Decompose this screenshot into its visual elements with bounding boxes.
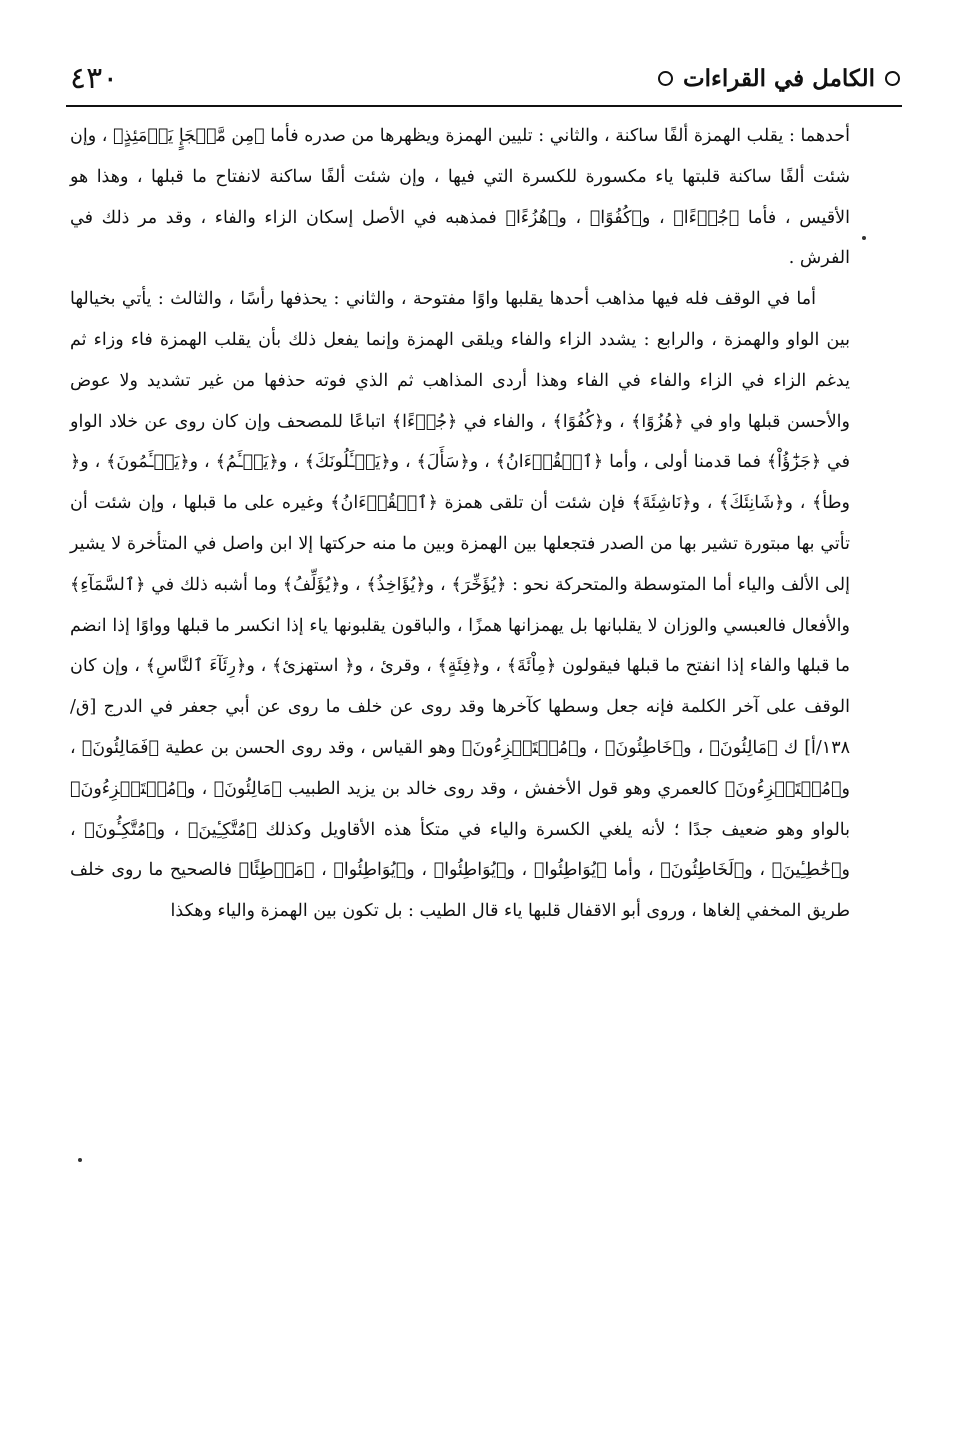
- page-header: [70, 56, 900, 100]
- running-title-text: الكامل في القراءات: [683, 64, 875, 92]
- paragraph: أحدهما : يقلب الهمزة ألفًا ساكنة ، والثاني : تليين الهمزة ويظهرها من صدره فأما ﴿مِن مَّلۡجَإٍ يَوۡمَئِذٍ﴾ ، وإن شئت ألفًا ساكنة قلبتها ياء مكسورة للكسرة التي فيها ، وإن شئت ألفًا ساكنة لانفتاح ما قبلها ، وهذا هو الأقيس ، فأما ﴿جُزۡءًا﴾ ، و﴿كُفُوًا﴾ ، و﴿هُزُءًا﴾ فمذهبه في الأصل إسكان الزاء والفاء ، وقد مر ذلك في الفرش .: [70, 126, 850, 269]
- margin-dot: [862, 236, 866, 240]
- circle-ornament-icon: [658, 71, 673, 86]
- circle-ornament-icon: [885, 71, 900, 86]
- header-divider: [66, 105, 902, 107]
- running-title: [658, 65, 900, 92]
- paragraph: أما في الوقف فله فيها مذاهب أحدها يقلبها واوًا مفتوحة ، والثاني : يحذفها رأسًا ، والثالث : يأتي بخيالها بين الواو والهمزة ، والرابع : يشدد الزاء والفاء ويلقى الهمزة وإنما يفعل ذلك بأن يقلب الهمزة فاء وزاء ثم يدغم الزاء في الزاء والفاء في الفاء وهذا أردى المذاهب ثم الذي فوته حذفها من غير تشديد ولا عوض والأحسن قبلها واو في ﴿هُزُوًا﴾ ، و﴿كُفُوًا﴾ ، والفاء في ﴿جُزۡءًا﴾ اتباعًا للمصحف وإن كان روى عن خلاد الواو في ﴿جَزَٰٓؤُاْ﴾ فما قدمنا أولى ، وأما ﴿ٱلۡقُرۡءَانُ﴾ ، و﴿سَأَلَ﴾ ، و﴿يَسۡـَٔلُونَكَ﴾ ، و﴿يَسۡـَٔمُ﴾ ، و﴿يَسۡـَٔمُونَ﴾ ، و﴿ وطأ﴾ ، و﴿شَانِئَكَ﴾ ، و﴿نَاشِئَةَ﴾ فإن شئت أن تلقى همزة ﴿ٱلۡقُرۡءَانُ﴾ وغيره على ما قبلها ، وإن شئت أن تأتي بها مبتورة تشير بها من الصدر فتجعلها بين الهمزة وبين ما منه حركتها إلا ابن واصل في المتأخرة لا يشير إلى الألف والياء أما المتوسطة والمتحركة نحو : ﴿يُؤَخِّرَ﴾ ، و﴿يُؤَاخِذُ﴾ ، و﴿يُؤَلِّفُ﴾ وما أشبه ذلك في ﴿ٱلسَّمَآءِ﴾ والأفعال فالعبسي والوزان لا يقلبانها بل يهمزانها همزًا ، والباقون يقلبونها ياء إذا انكسر ما قبلها وواوًا إذا انضم ما قبلها والفاء إذا انفتح ما قبلها فيقولون ﴿مِاْئَةَ﴾ ، و﴿فِئَةٍ﴾ ، وقرئ ، و﴿ استهزئ﴾ ، و﴿رِئَآءَ ٱلنَّاسِ﴾ ، وإن كان الوقف على آخر الكلمة فإنه جعل وسطها كآخرها وقد روى عن خلف ما روى عن أبي جعفر في الدرج [ق/١٣٨/أ] ك ﴿مَالِئُونَ﴾ ، و﴿خَاطِئُونَ﴾ ، و﴿مُسۡتَهۡزِءُونَ﴾ وهو القياس ، وقد روى الحسن بن عطية ﴿فَمَالِئُونَ﴾ ، و﴿مُسۡتَهۡزِءُونَ﴾ كالعمري وهو قول الأخفش ، وقد روى خالد بن يزيد الطبيب ﴿مَالِئُونَ﴾ ، و﴿مُسۡتَهۡزِءُونَ﴾ بالواو وهو ضعيف جدًا ؛ لأنه يلغي الكسرة والياء في متكأ هذه الأقاويل وكذلك ﴿مُتَّكِـِٔينَ﴾ ، و﴿مُتَّكِـُٔونَ﴾ ، و﴿خَٰطِـِٔينَ﴾ ، و﴿لَخَاطِئُونَ﴾ ، وأما ﴿يُوَاطِئُوا﴾ ، و﴿يُوَاطِئُوا﴾ ، و﴿يُوَاطِئُوا﴾ ، ﴿مَوۡطِئًا﴾ فالصحيح ما روى خلف طريق المخفي إلغاها ، وروى أبو الاقفال قلبها ياء قال الطيب : بل تكون بين الهمزة والياء وهكذا: [70, 289, 851, 922]
- body-text: [70, 116, 850, 932]
- page-number: ٤٣٠: [70, 60, 119, 96]
- margin-dot: [78, 1158, 82, 1162]
